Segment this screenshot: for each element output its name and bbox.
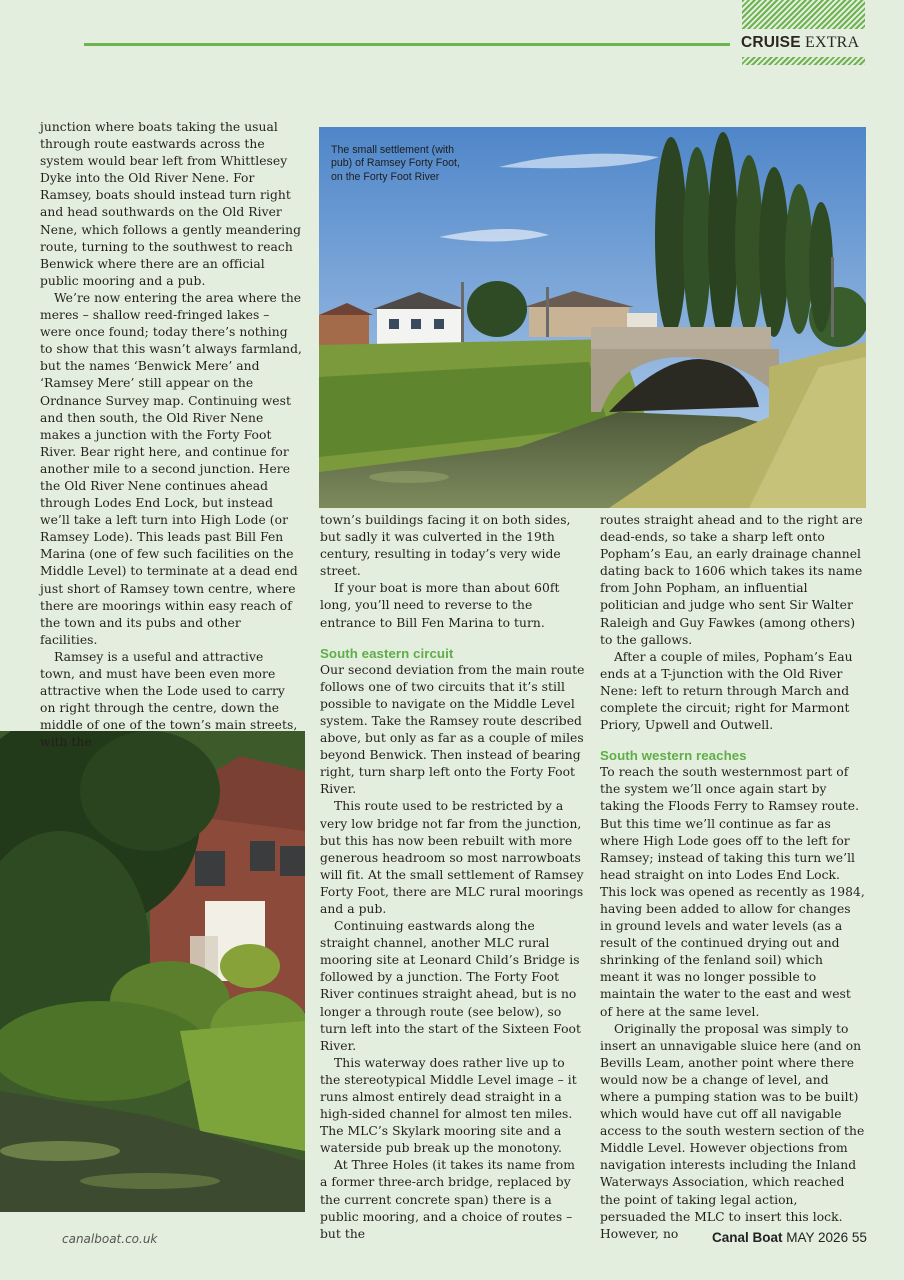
paragraph: We’re now entering the area where the meres – shallow reed-fringed lakes – were once found; today there’s nothing to show that this wasn’t always farmland, but the names ‘Benwick Mere’ and ‘Ramsey Mere’ still appear on the Ordnance Survey map. Continuing west and then south, the Old River Nene makes a junction with the Forty Foot River. Bear right here, and continue for another mile to a second junction. Here the Old River Nene continues ahead through Lodes End Lock, but instead we’ll take a left turn into High Lode (or Ramsey Lode). This leads past Bill Fen Marina (one of few such facilities on the Middle Level) to terminate at a dead end just short of Ramsey town centre, where there are moorings within easy reach of the town and its pubs and other facilities. <box>40 290 302 647</box>
issue-date: MAY 2026 <box>786 1230 849 1245</box>
subheading-south-western-reaches: South western reaches <box>600 748 747 764</box>
photo-ramsey-garden <box>0 731 305 1212</box>
paragraph: If your boat is more than about 60ft long, you’ll need to reverse to the entrance to Bill Fen Marina to turn. <box>320 581 560 630</box>
column-1 <box>40 119 302 751</box>
subheading-south-eastern-circuit: South eastern circuit <box>320 645 454 661</box>
garden-photo-illustration <box>0 731 305 1212</box>
paragraph: This route used to be restricted by a very low bridge not far from the junction, but this has now been rebuilt with more generous headroom so most narrowboats will fit. At the small settlement of Ramsey Forty Foot, there are MLC rural moorings and a pub. <box>320 799 584 916</box>
header-stripe-top <box>742 0 865 29</box>
paragraph: junction where boats taking the usual through route eastwards across the system would bear left from Whittlesey Dyke into the Old River Nene. For Ramsey, boats should instead turn right and head southwards on the Old River Nene, which follows a gently meandering route, turning to the southwest to reach Benwick where there are an official public mooring and a pub. <box>40 120 302 288</box>
section-label-bold: CRUISE <box>741 34 801 51</box>
section-label-light: EXTRA <box>804 34 860 51</box>
paragraph: routes straight ahead and to the right are dead-ends, so take a sharp left onto Popham’s Eau, an early drainage channel dating back to 1606 which takes its name from John Popham, an influential politician and judge who sent Sir Walter Raleigh and Guy Fawkes (among others) to the gallows. <box>600 513 863 647</box>
paragraph: This waterway does rather live up to the stereotypical Middle Level image – it runs almost entirely dead straight in a high-sided channel for almost ten miles. The MLC’s Skylark mooring site and a waterside pub break up the monotony. <box>320 1055 577 1156</box>
paragraph: Ramsey is a useful and attractive town, and must have been even more attractive when the Lode used to carry on right through the centre, down the middle of one of the town’s main streets, with the <box>40 649 298 750</box>
paragraph: At Three Holes (it takes its name from a former three-arch bridge, replaced by the current concrete span) there is a public mooring, and a choice of routes – but the <box>320 1158 575 1241</box>
footer-folio <box>712 1230 867 1245</box>
paragraph: Originally the proposal was simply to insert an unnavigable sluice here (and on Bevills Leam, another point where there would now be a change of level, and where a pumping station was to be built) which would have cut off all navigable access to the south western section of the Middle Level. However objections from navigation interests including the Inland Waterways Association, which reached the point of taking legal action, persuaded the MLC to insert this lock. However, no <box>600 1021 865 1241</box>
paragraph: town’s buildings facing it on both sides, but sadly it was culverted in the 19th century, resulting in today’s very wide street. <box>320 513 571 579</box>
paragraph: Continuing eastwards along the straight channel, another MLC rural mooring site at Leonard Child’s Bridge is followed by a junction. The Forty Foot River continues straight ahead, but is no longer a through route (see below), so turn left into the start of the Sixteen Foot River. <box>320 919 581 1053</box>
paragraph: Our second deviation from the main route follows one of two circuits that it’s still possible to navigate on the Middle Level system. Take the Ramsey route described above, but only as far as a couple of miles beyond Benwick. Then instead of bearing right, turn sharp left onto the Forty Foot River. <box>320 662 585 797</box>
paragraph: After a couple of miles, Popham’s Eau ends at a T-junction with the Old River Nene: left to return through March and complete the circuit; right for Marmont Priory, Upwell and Outwell. <box>600 649 853 733</box>
magazine-name: Canal Boat <box>712 1230 783 1245</box>
column-2 <box>320 512 585 1243</box>
header-rule <box>84 43 730 46</box>
column-3 <box>600 512 865 1243</box>
paragraph: To reach the south westernmost part of the system we’ll once again start by taking the Floods Ferry to Ramsey route. But this time we’ll continue as far as where High Lode goes off to the left for Ramsey; instead of taking this turn we’ll head straight on into Lodes End Lock. This lock was opened as recently as 1984, having been added to allow for changes in ground levels and water levels (as a result of the continued drying out and shrinking of the fenland soil) which meant it was no longer possible to maintain the water to the east and west of here at the same level. <box>600 765 865 1019</box>
footer-url: canalboat.co.uk <box>62 1232 158 1246</box>
photo-caption: The small settlement (with pub) of Ramsey Forty Foot, on the Forty Foot River <box>331 144 460 183</box>
header-stripe-bottom <box>742 57 865 65</box>
page-number: 55 <box>851 1230 867 1245</box>
section-label <box>741 34 867 52</box>
